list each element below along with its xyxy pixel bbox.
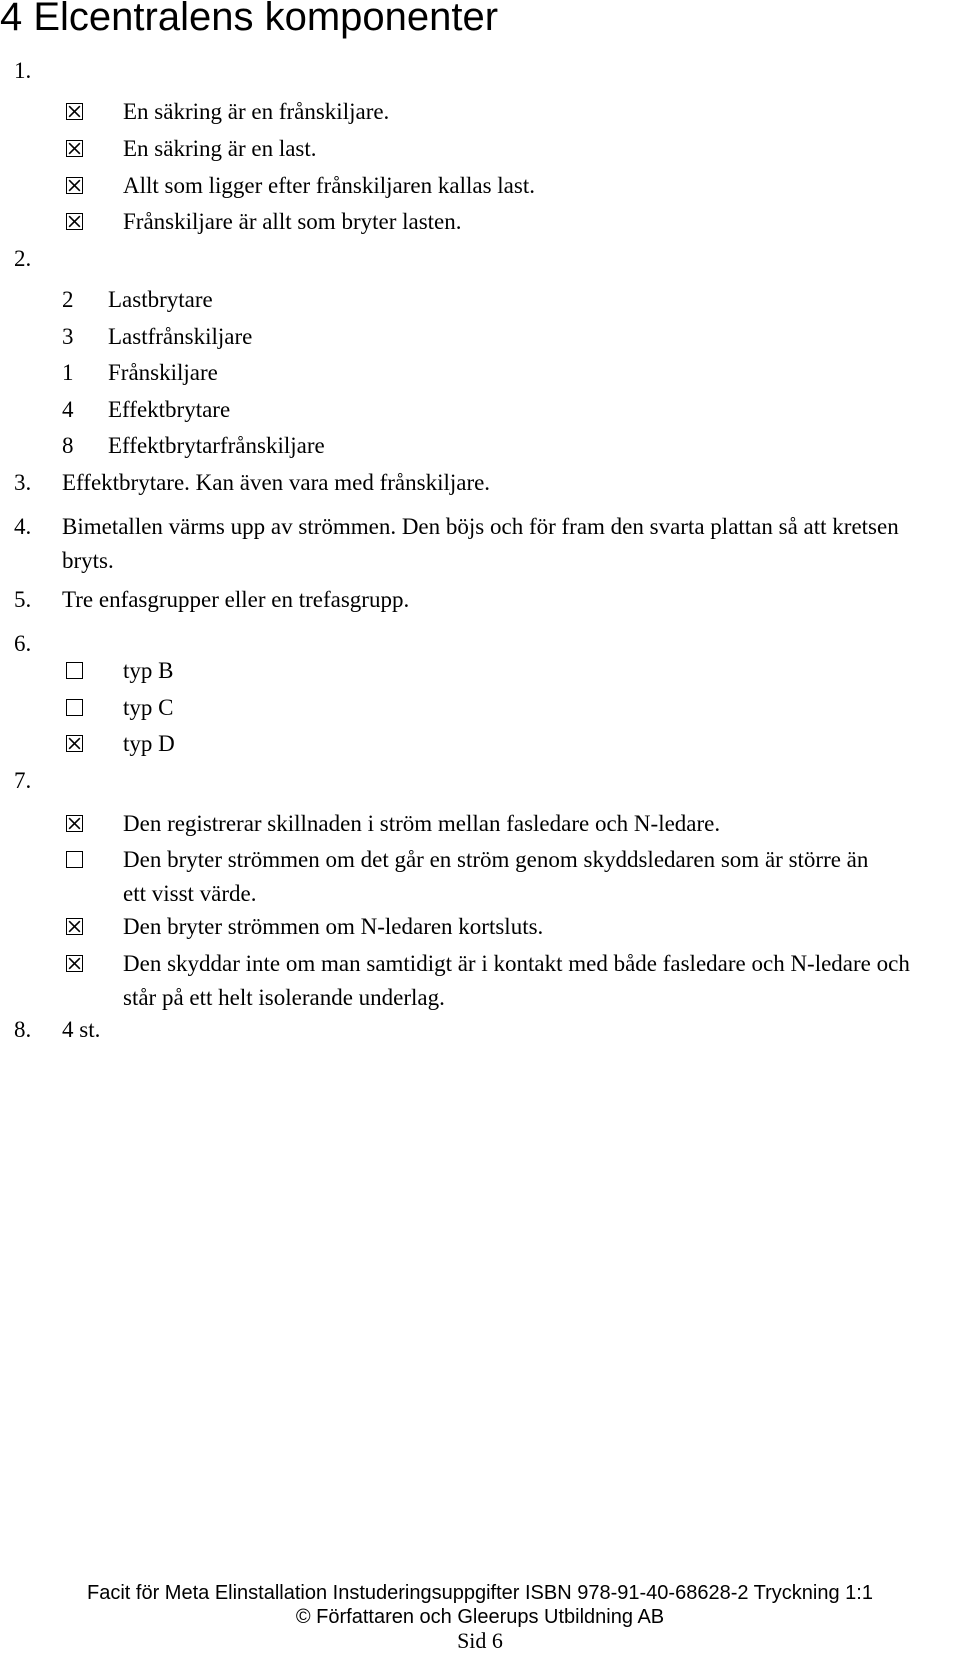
question-8-answer: 4 st. [62, 1017, 101, 1042]
question-7-number: 7. [14, 768, 32, 793]
q2-item-3-num: 1 [62, 360, 74, 385]
q7-option-3: Den bryter strömmen om N-ledaren kortsluts. [123, 914, 544, 939]
q2-item-5-text: Effektbrytarfrånskiljare [108, 433, 325, 458]
checkbox-checked-icon[interactable] [66, 177, 83, 194]
q2-item-2-num: 3 [62, 324, 74, 349]
question-4-answer: Bimetallen värms upp av strömmen. Den böjs och för fram den svarta plattan så att kretsen bryts. [62, 514, 899, 573]
q6-option-3: typ D [123, 731, 175, 756]
q2-item-5-num: 8 [62, 433, 74, 458]
question-5-answer: Tre enfasgrupper eller en trefasgrupp. [62, 587, 410, 612]
q2-item-2-text: Lastfrånskiljare [108, 324, 253, 349]
q7-option-1: Den registrerar skillnaden i ström mellan fasledare och N-ledare. [123, 811, 721, 836]
checkbox-checked-icon[interactable] [66, 955, 83, 972]
q2-item-3-text: Frånskiljare [108, 360, 218, 385]
checkbox-empty-icon[interactable] [66, 662, 83, 679]
q2-item-4-num: 4 [62, 397, 74, 422]
checkbox-checked-icon[interactable] [66, 735, 83, 752]
question-5-number: 5. [14, 587, 32, 612]
checkbox-checked-icon[interactable] [66, 213, 83, 230]
checkbox-checked-icon[interactable] [66, 103, 83, 120]
checkbox-empty-icon[interactable] [66, 699, 83, 716]
q2-item-1-num: 2 [62, 287, 74, 312]
checkbox-empty-icon[interactable] [66, 851, 83, 868]
page-heading: 4 Elcentralens komponenter [0, 0, 499, 39]
footer-publication-info: Facit för Meta Elinstallation Instuderingsuppgifter ISBN 978-91-40-68628-2 Tryckning 1:1 [87, 1582, 873, 1604]
q2-item-1-text: Lastbrytare [108, 287, 213, 312]
q1-option-2: En säkring är en last. [123, 136, 317, 161]
q7-option-2: Den bryter strömmen om det går en ström genom skyddsledaren som är större än ett visst värde. [123, 847, 869, 906]
q1-option-4: Frånskiljare är allt som bryter lasten. [123, 209, 462, 234]
q6-option-1: typ B [123, 658, 174, 683]
question-8-number: 8. [14, 1017, 32, 1042]
q7-option-4: Den skyddar inte om man samtidigt är i kontakt med både fasledare och N-ledare och står på ett helt isolerande underlag. [123, 951, 910, 1010]
footer-copyright: © Författaren och Gleerups Utbildning AB [295, 1606, 665, 1628]
question-6-number: 6. [14, 631, 32, 656]
question-3-answer: Effektbrytare. Kan även vara med frånskiljare. [62, 470, 491, 495]
q6-option-2: typ C [123, 695, 174, 720]
checkbox-checked-icon[interactable] [66, 815, 83, 832]
question-1-number: 1. [14, 58, 32, 83]
question-4-number: 4. [14, 514, 32, 539]
question-2-number: 2. [14, 246, 32, 271]
footer-page-number: Sid 6 [457, 1628, 503, 1653]
q1-option-3: Allt som ligger efter frånskiljaren kallas last. [123, 173, 535, 198]
checkbox-checked-icon[interactable] [66, 918, 83, 935]
q1-option-1: En säkring är en frånskiljare. [123, 99, 390, 124]
question-3-number: 3. [14, 470, 32, 495]
q2-item-4-text: Effektbrytare [108, 397, 231, 422]
checkbox-checked-icon[interactable] [66, 140, 83, 157]
